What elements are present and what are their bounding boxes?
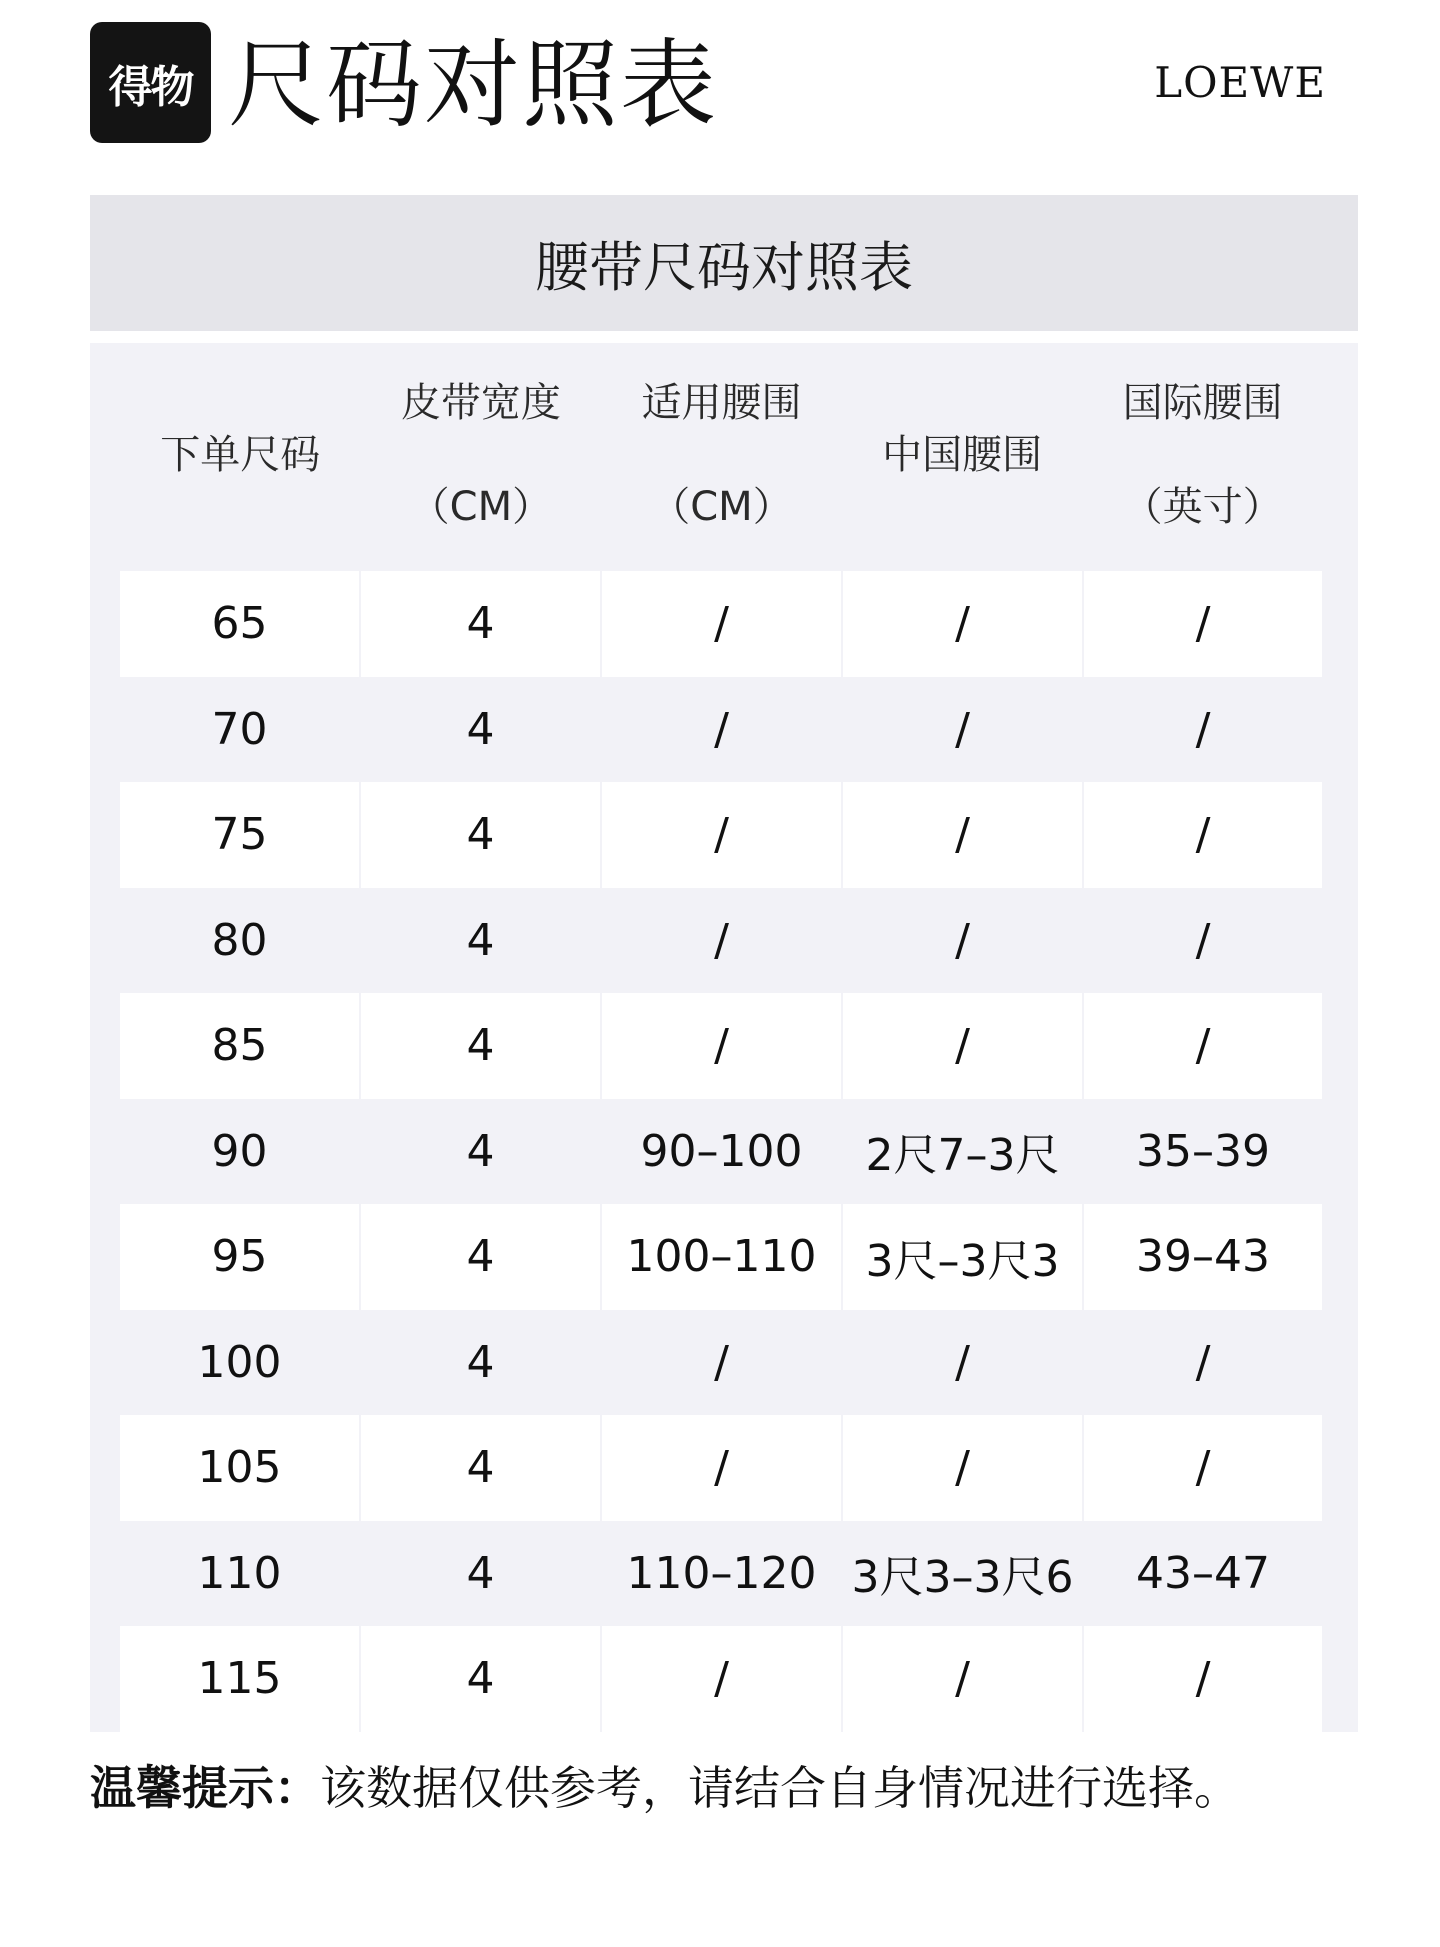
table-cell: 4 [361, 993, 600, 1099]
table-cell: / [1084, 571, 1322, 677]
column-headers [120, 343, 1323, 571]
table-cell: / [1084, 782, 1322, 888]
table-cell: 100 [120, 1310, 359, 1416]
page-title: 尺码对照表 [228, 29, 718, 141]
table-cell: 4 [361, 782, 600, 888]
table-cell: 85 [120, 993, 359, 1099]
table-cell: / [1084, 677, 1322, 783]
table-row [120, 677, 1323, 783]
table-cell: 100–110 [602, 1204, 841, 1310]
table-cell: / [602, 782, 841, 888]
table-cell: / [602, 1415, 841, 1521]
table-cell: 95 [120, 1204, 359, 1310]
table-cell: 80 [120, 888, 359, 994]
tip-note [90, 1752, 1240, 1818]
table-cell: 75 [120, 782, 359, 888]
table-cell: 3尺3–3尺6 [843, 1521, 1082, 1627]
table-cell: 110 [120, 1521, 359, 1627]
table-cell: 4 [361, 571, 600, 677]
column-header-unit: （CM） [409, 484, 553, 530]
table-cell: / [843, 1415, 1082, 1521]
table-cell: / [602, 677, 841, 783]
table-cell: / [843, 782, 1082, 888]
column-header [842, 343, 1083, 571]
column-header [120, 343, 361, 571]
table-title: 腰带尺码对照表 [90, 195, 1358, 331]
table-cell: / [843, 571, 1082, 677]
header [90, 22, 1350, 152]
table-row [120, 888, 1323, 994]
table-cell: 43–47 [1084, 1521, 1322, 1627]
table-cell: 90–100 [602, 1099, 841, 1205]
table-cell: 4 [361, 888, 600, 994]
table-cell: 4 [361, 1310, 600, 1416]
table-cell: 2尺7–3尺 [843, 1099, 1082, 1205]
table-cell: / [602, 1310, 841, 1416]
table-cell: / [602, 993, 841, 1099]
table-cell: 35–39 [1084, 1099, 1322, 1205]
table-row [120, 993, 1323, 1099]
table-cell: 110–120 [602, 1521, 841, 1627]
table-cell: / [602, 571, 841, 677]
table-row [120, 1521, 1323, 1627]
table-row [120, 1204, 1323, 1310]
column-header-label: 皮带宽度 [400, 380, 561, 426]
table-row [120, 571, 1323, 677]
app-logo: 得物 [90, 22, 211, 143]
column-header-label: 下单尺码 [160, 432, 321, 478]
tip-label: 温馨提示： [90, 1761, 320, 1815]
tip-text: 该数据仅供参考，请结合自身情况进行选择。 [320, 1761, 1240, 1815]
table-cell: 4 [361, 1626, 600, 1732]
table-cell: 105 [120, 1415, 359, 1521]
table-cell: / [1084, 1415, 1322, 1521]
table-cell: / [843, 888, 1082, 994]
table-cell: 39–43 [1084, 1204, 1322, 1310]
table-row [120, 782, 1323, 888]
table-row [120, 1626, 1323, 1732]
table-cell: 115 [120, 1626, 359, 1732]
table-cell: 4 [361, 1415, 600, 1521]
table-cell: / [1084, 1626, 1322, 1732]
column-header [1082, 343, 1323, 571]
table-row [120, 1310, 1323, 1416]
table-cell: 65 [120, 571, 359, 677]
table-cell: 4 [361, 1521, 600, 1627]
table-cell: / [843, 1626, 1082, 1732]
column-header [361, 343, 602, 571]
column-header-unit: （CM） [650, 484, 793, 530]
table-rows [120, 571, 1323, 1732]
size-table [90, 343, 1358, 1732]
table-cell: / [602, 1626, 841, 1732]
column-header-unit: （英寸） [1122, 484, 1283, 530]
size-chart-card [90, 195, 1358, 1732]
table-cell: / [1084, 993, 1322, 1099]
table-cell: 90 [120, 1099, 359, 1205]
table-cell: / [1084, 1310, 1322, 1416]
table-cell: / [843, 1310, 1082, 1416]
table-cell: / [602, 888, 841, 994]
table-cell: 4 [361, 1204, 600, 1310]
table-row [120, 1415, 1323, 1521]
table-cell: / [1084, 888, 1322, 994]
column-header [601, 343, 842, 571]
column-header-label: 国际腰围 [1122, 380, 1283, 426]
brand-logo: LOEWE [1154, 58, 1326, 107]
table-cell: 4 [361, 677, 600, 783]
table-row [120, 1099, 1323, 1205]
column-header-label: 中国腰围 [882, 432, 1043, 478]
table-cell: 70 [120, 677, 359, 783]
table-cell: 3尺–3尺3 [843, 1204, 1082, 1310]
column-header-label: 适用腰围 [641, 380, 802, 426]
table-cell: / [843, 993, 1082, 1099]
table-cell: / [843, 677, 1082, 783]
table-cell: 4 [361, 1099, 600, 1205]
